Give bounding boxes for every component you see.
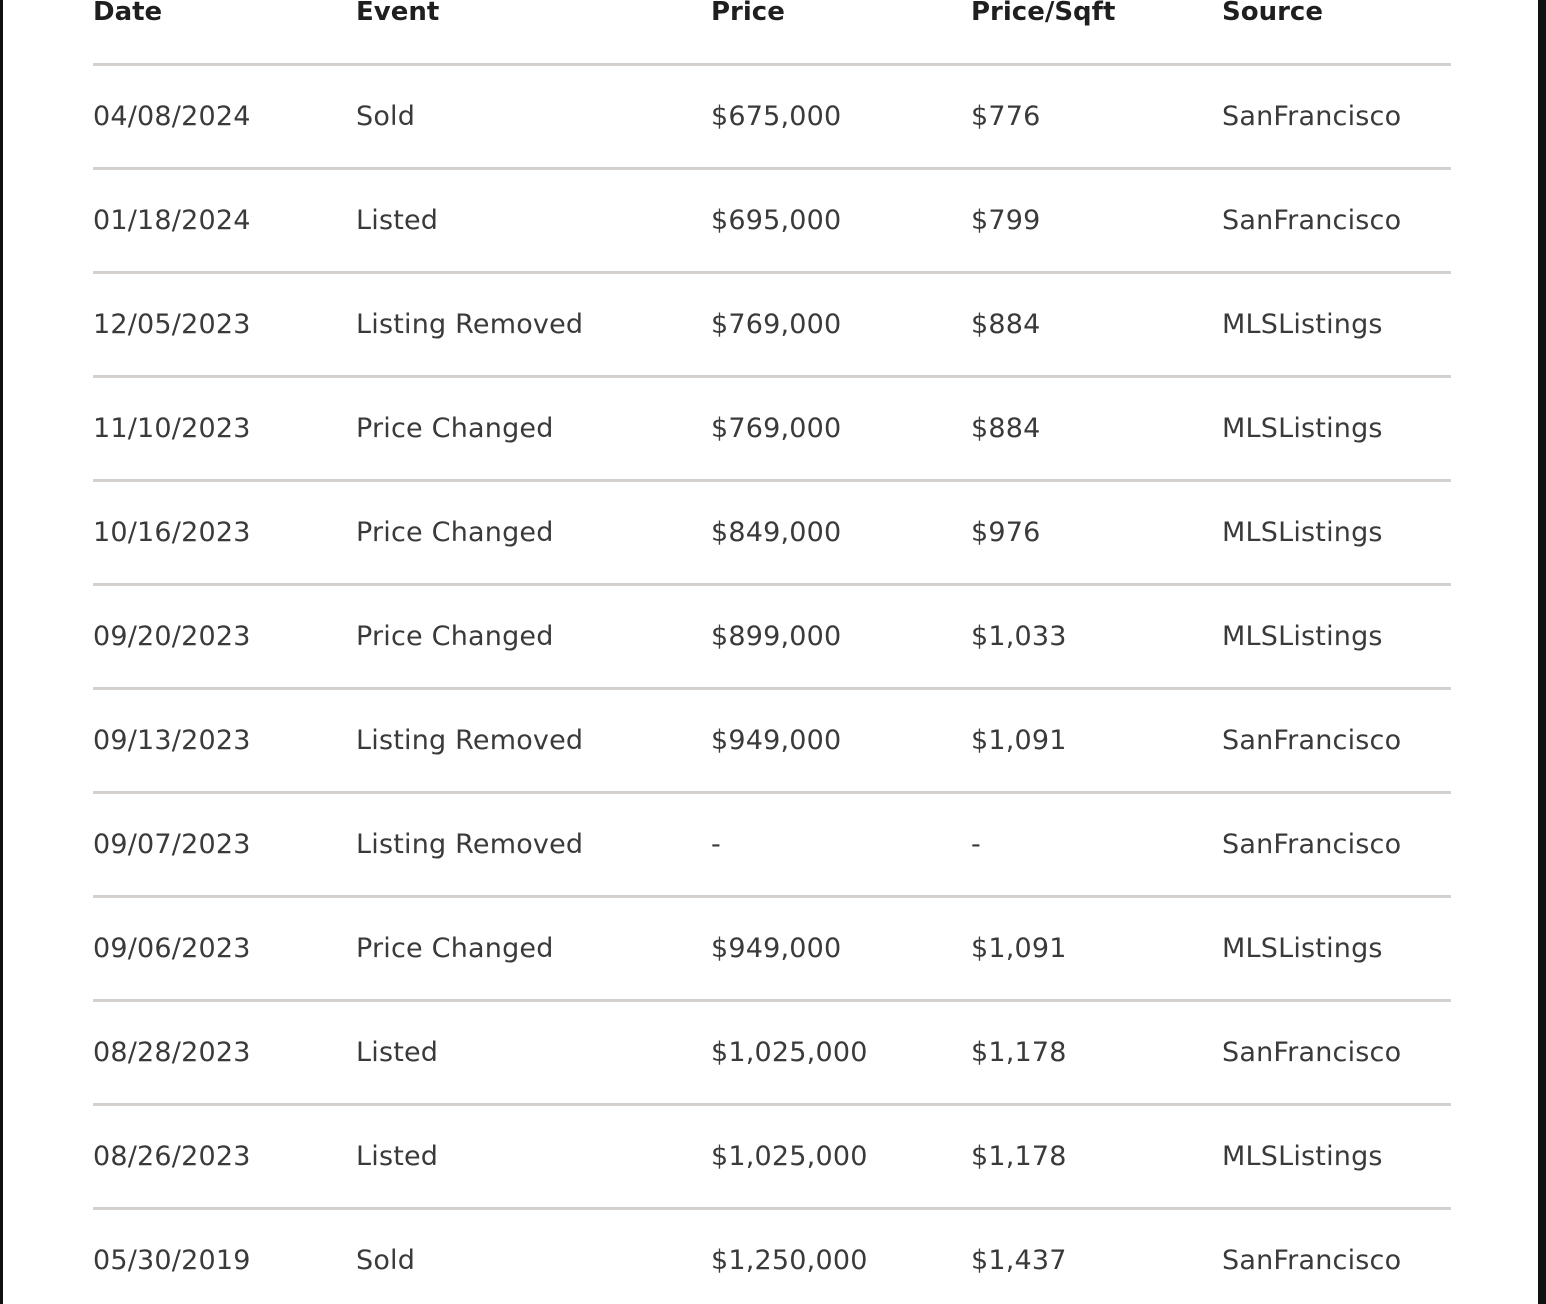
cell-date: 01/18/2024 [93,205,251,236]
cell-price: $1,025,000 [711,1141,868,1172]
cell-event: Price Changed [356,621,554,652]
table-row [93,898,1451,1002]
cell-source: SanFrancisco [1222,101,1402,132]
cell-event: Listing Removed [356,829,584,860]
cell-event: Listing Removed [356,725,584,756]
cell-price-sqft: $1,091 [971,933,1067,964]
cell-source: MLSListings [1222,621,1383,652]
cell-price-sqft: $799 [971,205,1041,236]
cell-price-sqft: $884 [971,309,1041,340]
cell-price-sqft: $1,178 [971,1037,1067,1068]
header-price[interactable]: Price [711,0,785,27]
cell-event: Price Changed [356,517,554,548]
table-row [93,170,1451,274]
cell-source: SanFrancisco [1222,1037,1402,1068]
cell-date: 08/28/2023 [93,1037,251,1068]
table-row [93,690,1451,794]
cell-source: SanFrancisco [1222,205,1402,236]
table-row [93,586,1451,690]
cell-source: SanFrancisco [1222,829,1402,860]
cell-date: 10/16/2023 [93,517,251,548]
table-row [93,1106,1451,1210]
table-row [93,794,1451,898]
window-frame-left [0,0,3,1304]
cell-price: $849,000 [711,517,842,548]
cell-date: 09/06/2023 [93,933,251,964]
cell-date: 09/20/2023 [93,621,251,652]
table-row [93,274,1451,378]
cell-event: Sold [356,101,416,132]
cell-price: $899,000 [711,621,842,652]
cell-source: MLSListings [1222,517,1383,548]
table-row [93,482,1451,586]
cell-source: SanFrancisco [1222,725,1402,756]
table-row [93,378,1451,482]
cell-price-sqft: $1,091 [971,725,1067,756]
cell-price-sqft: $1,437 [971,1245,1067,1276]
cell-source: MLSListings [1222,413,1383,444]
cell-event: Listed [356,205,439,236]
cell-event: Listing Removed [356,309,584,340]
cell-event: Listed [356,1141,439,1172]
header-price-sqft[interactable]: Price/Sqft [971,0,1116,27]
cell-price-sqft: $884 [971,413,1041,444]
cell-date: 04/08/2024 [93,101,251,132]
cell-price: $949,000 [711,933,842,964]
cell-price: $949,000 [711,725,842,756]
cell-source: MLSListings [1222,309,1383,340]
cell-price-sqft: - [971,829,981,860]
cell-price: $675,000 [711,101,842,132]
cell-date: 05/30/2019 [93,1245,251,1276]
table-row [93,1210,1451,1304]
cell-source: MLSListings [1222,933,1383,964]
price-history-table [93,0,1451,1304]
table-row [93,1002,1451,1106]
cell-date: 11/10/2023 [93,413,251,444]
cell-price: - [711,829,721,860]
cell-event: Price Changed [356,413,554,444]
header-event[interactable]: Event [356,0,440,27]
table-header [93,0,1451,66]
cell-price: $1,250,000 [711,1245,868,1276]
header-date[interactable]: Date [93,0,163,27]
cell-date: 08/26/2023 [93,1141,251,1172]
cell-price: $769,000 [711,413,842,444]
cell-price-sqft: $976 [971,517,1041,548]
table-row [93,66,1451,170]
cell-price: $1,025,000 [711,1037,868,1068]
cell-price-sqft: $776 [971,101,1041,132]
cell-event: Sold [356,1245,416,1276]
cell-event: Price Changed [356,933,554,964]
cell-price-sqft: $1,033 [971,621,1067,652]
window-frame-right [1538,0,1546,1304]
cell-price: $769,000 [711,309,842,340]
cell-date: 12/05/2023 [93,309,251,340]
cell-price: $695,000 [711,205,842,236]
cell-source: SanFrancisco [1222,1245,1402,1276]
cell-event: Listed [356,1037,439,1068]
header-source[interactable]: Source [1222,0,1323,27]
cell-date: 09/07/2023 [93,829,251,860]
cell-date: 09/13/2023 [93,725,251,756]
cell-source: MLSListings [1222,1141,1383,1172]
cell-price-sqft: $1,178 [971,1141,1067,1172]
